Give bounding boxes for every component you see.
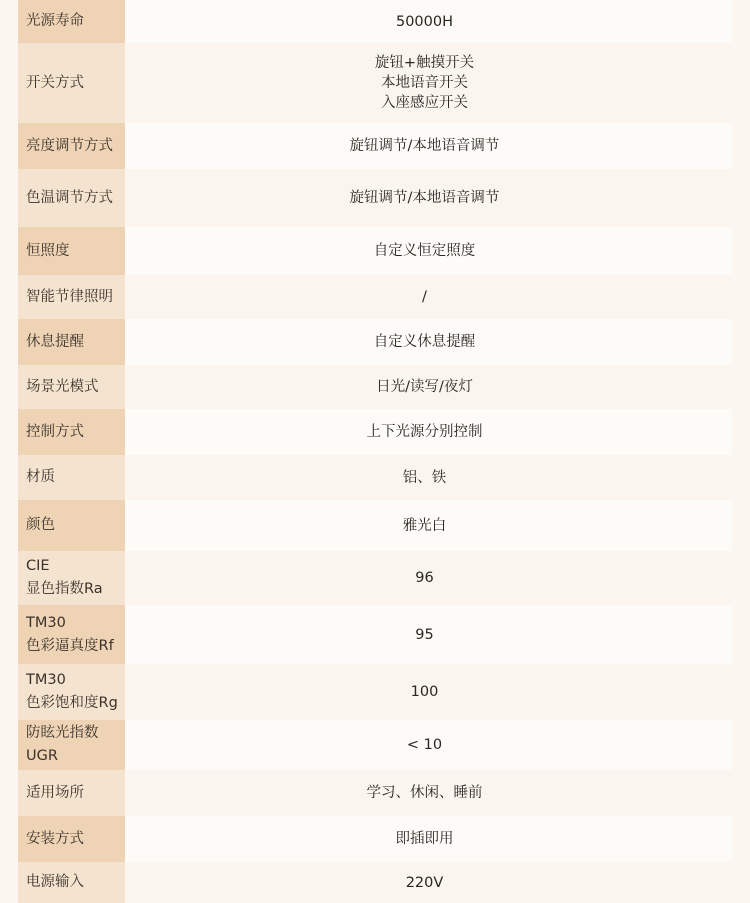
spec-row-color <box>18 500 732 551</box>
spec-row-ugr <box>18 720 732 770</box>
spec-row-constant-illuminance <box>18 227 732 275</box>
spec-label: 开关方式 <box>18 43 125 123</box>
spec-value: 日光/读写/夜灯 <box>125 365 732 409</box>
spec-row-tm30-rg <box>18 664 732 720</box>
spec-value: 即插即用 <box>125 816 732 862</box>
spec-value: 220V <box>125 862 732 903</box>
spec-label: 光源寿命 <box>18 0 125 43</box>
spec-label: 适用场所 <box>18 770 125 816</box>
spec-label: TM30 色彩饱和度Rg <box>18 664 125 720</box>
spec-value: 上下光源分别控制 <box>125 409 732 455</box>
spec-label: 颜色 <box>18 500 125 551</box>
spec-row-switch-mode <box>18 43 732 123</box>
spec-label: 亮度调节方式 <box>18 123 125 169</box>
spec-row-installation <box>18 816 732 862</box>
spec-row-lifespan <box>18 0 732 43</box>
spec-value: 50000H <box>125 0 732 43</box>
spec-row-circadian <box>18 275 732 319</box>
spec-row-tm30-rf <box>18 605 732 664</box>
spec-value: / <box>125 275 732 319</box>
spec-value: 学习、休闲、睡前 <box>125 770 732 816</box>
spec-label: 控制方式 <box>18 409 125 455</box>
spec-row-cie-ra <box>18 551 732 605</box>
spec-row-color-temp <box>18 169 732 227</box>
spec-value: 自定义休息提醒 <box>125 319 732 365</box>
spec-value: 96 <box>125 551 732 605</box>
spec-label: CIE 显色指数Ra <box>18 551 125 605</box>
spec-table <box>18 0 732 903</box>
spec-row-applicable-places <box>18 770 732 816</box>
spec-row-brightness <box>18 123 732 169</box>
spec-row-scene-mode <box>18 365 732 409</box>
spec-label: 防眩光指数 UGR <box>18 720 125 770</box>
spec-label: 恒照度 <box>18 227 125 275</box>
spec-row-control-mode <box>18 409 732 455</box>
spec-value: 95 <box>125 605 732 664</box>
spec-value: 100 <box>125 664 732 720</box>
spec-value: 铝、铁 <box>125 455 732 500</box>
spec-value: 旋钮调节/本地语音调节 <box>125 169 732 227</box>
spec-label: 电源输入 <box>18 862 125 903</box>
spec-value: < 10 <box>125 720 732 770</box>
spec-label: 安装方式 <box>18 816 125 862</box>
spec-value: 旋钮调节/本地语音调节 <box>125 123 732 169</box>
spec-row-power-input <box>18 862 732 903</box>
spec-value: 自定义恒定照度 <box>125 227 732 275</box>
spec-row-material <box>18 455 732 500</box>
spec-label: 场景光模式 <box>18 365 125 409</box>
spec-label: TM30 色彩逼真度Rf <box>18 605 125 664</box>
spec-label: 智能节律照明 <box>18 275 125 319</box>
spec-value: 雅光白 <box>125 500 732 551</box>
spec-label: 休息提醒 <box>18 319 125 365</box>
spec-label: 色温调节方式 <box>18 169 125 227</box>
spec-label: 材质 <box>18 455 125 500</box>
spec-row-rest-reminder <box>18 319 732 365</box>
spec-value: 旋钮+触摸开关 本地语音开关 入座感应开关 <box>125 43 732 123</box>
